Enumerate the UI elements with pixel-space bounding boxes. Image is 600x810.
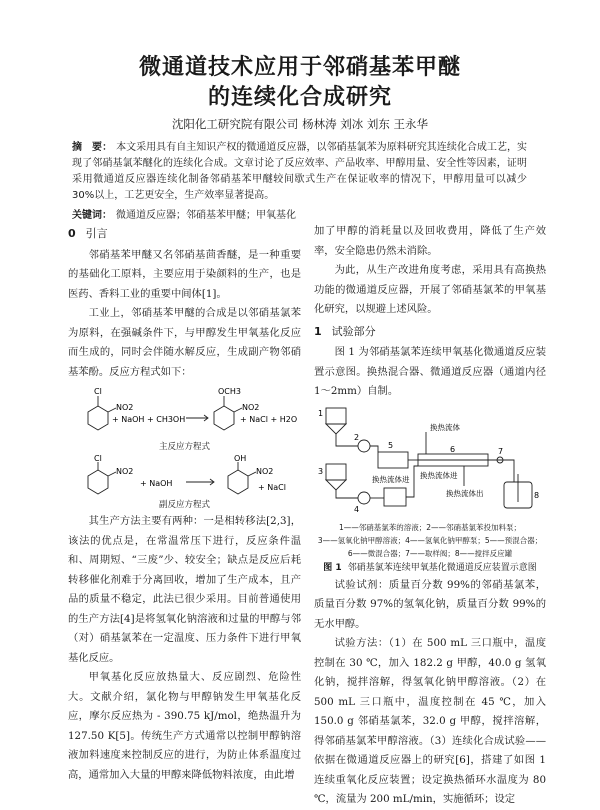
side-reaction-equation <box>68 454 301 512</box>
paragraph-intro-2: 工业上，邻硝基苯甲醚的合成是以邻硝基氯苯为原料，在强碱条件下，与甲醇发生甲氧基化反应而生成的，同时会伴随水解反应，生成副产物邻硝基苯酚。反应方程式如下： <box>68 307 301 378</box>
feed-tank-3-funnel <box>326 480 346 490</box>
figure-caption-text: 邻硝基氯苯连续甲氧基化微通道反应装置示意图 <box>347 562 537 573</box>
label-1: 1 <box>318 408 324 418</box>
paper-title-line2: 的连续化合成研究 <box>207 85 392 110</box>
legend-line: 6——微混合器；7——取样阀；8——搅拌反应罐 <box>347 548 513 558</box>
section-number: 0 <box>68 227 76 240</box>
premixer-5b <box>384 488 406 506</box>
abstract <box>72 140 527 204</box>
no2-bond-side <box>108 472 116 476</box>
paragraph-intro-1: 邻硝基苯甲醚又名邻硝基茴香醚，是一种重要的基础化工原料，主要应用于染颜料的生产，也是医药、香料工业的重要中间体[1]。 <box>68 248 301 300</box>
side-reaction-drawing <box>68 454 301 498</box>
figure-1-apparatus <box>314 402 546 560</box>
label-4: 4 <box>354 504 360 514</box>
no2-label-side: NO2 <box>116 467 134 476</box>
paragraph-purpose: 为此，从生产改进角度考虑，采用具有高换热功能的微通道反应器，开展了邻硝基氯苯的甲氧基化研究，以规避上述风险。 <box>314 264 546 315</box>
hx-out-label: 换热流体出 <box>446 488 484 498</box>
benzene-ring-product <box>214 406 234 430</box>
cl-label: Cl <box>94 387 102 396</box>
benzene-ring-reactant-side <box>88 470 108 494</box>
main-reaction-caption: 主反应方程式 <box>158 442 210 452</box>
feed-tank-3 <box>326 464 346 480</box>
side-reaction-caption: 副反应方程式 <box>158 500 210 510</box>
apparatus-diagram <box>314 402 546 522</box>
no2-label-phenol: NO2 <box>256 467 274 476</box>
paragraph-procedure: 试验方法：（1）在 500 mL 三口瓶中，温度控制在 30 ℃，加入 182.2 g 甲醇，40.0 g 氢氧化钠，搅拌溶解，得氢氧化钠甲醇溶液。（2）在 500 mL 三口瓶中，温度控制在 45 ℃，加入 150.0 g 邻硝基氯苯，32.0 g 甲醇，搅拌溶解，得邻硝基氯苯甲醇溶液。（3）连续化合成试验——依据在微通道反应器上的研究[6]，搭建了如图 1 连续重氧化反应装置；设定换热循环水温度为 80 ℃，流量为 200 mL/min，实施循环；设定 <box>314 637 546 805</box>
cl-label-side: Cl <box>94 454 102 463</box>
benzene-ring-reactant <box>88 406 108 430</box>
keywords-label: 关键词： <box>72 210 112 221</box>
section-title: 引言 <box>85 227 108 240</box>
paragraph-hazard: 甲氧基化反应放热量大、反应剧烈、危险性大。文献介绍，氯化物与甲醇钠发生甲氧基化反应，摩尔反应热为 - 390.75 kJ/mol，绝热温升为 127.50 K[5]。传统生产方式通常以控制甲醇钠溶液加料速度来控制反应的进行，为防止体系温度过高，通常加入大量的甲醇来降低物料浓度，由此增 <box>68 671 301 781</box>
oh-label: OH <box>234 454 247 463</box>
paper-title-line1: 微通道技术应用于邻硝基苯甲醚 <box>138 55 461 80</box>
products-label: + NaCl + H2O <box>240 415 298 424</box>
nacl-label: + NaCl <box>258 483 286 492</box>
label-3: 3 <box>318 466 324 476</box>
section-title: 试验部分 <box>331 324 376 338</box>
premixer-5 <box>378 452 408 468</box>
paragraph-methods: 其生产方法主要有两种：一是相转移法[2,3]，该法的优点是，在常温常压下进行，反应条件温和、周期短、“三废”少、较安全；缺点是反应后耗转移催化剂难于分离回收，增加了生产成本，且产品的质量不稳定，此法已很少采用。目前普通使用的生产方法[4]是将氢氧化钠溶液和过量的甲醇与邻（对）硝基氯苯在一定温度、压力条件下进行甲氧基化反应。 <box>68 515 301 664</box>
main-reaction-equation <box>68 382 301 454</box>
hx-fluid-top-label: 换热流体 <box>430 422 460 432</box>
feed-tank-1 <box>326 408 346 424</box>
reagents-label: + NaOH + CH3OH <box>112 415 186 424</box>
figure-caption-label: 图 1 <box>323 562 342 573</box>
legend-line: 3——氢氧化钠甲醇溶液；4——氢氧化钠甲醇泵；5——预混合器； <box>317 535 543 545</box>
keywords <box>72 206 527 221</box>
naoh-label: + NaOH <box>140 479 173 488</box>
section-heading-experimental <box>314 322 546 342</box>
figure-caption <box>314 560 546 576</box>
hx-in-label-2: 换热流体进 <box>420 470 458 480</box>
section-number: 1 <box>314 324 322 338</box>
label-2: 2 <box>354 432 360 442</box>
legend-line: 1——邻硝基氯苯的溶液；2——邻硝基氯苯投加料泵； <box>338 522 522 532</box>
feed-line-3 <box>336 490 358 498</box>
pump-2 <box>358 440 370 452</box>
no2-bond <box>108 408 116 412</box>
feed-tank-1-funnel <box>326 424 346 434</box>
label-5: 5 <box>388 440 394 450</box>
och3-label: OCH3 <box>218 387 241 396</box>
label-8: 8 <box>534 490 540 500</box>
hx-in-label: 换热流体进 <box>372 474 410 484</box>
paragraph-reagents: 试验试剂：质量百分数 99%的邻硝基氯苯，质量百分数 97%的氢氧化钠，质量百分数 99%的无水甲醇。 <box>314 578 546 630</box>
benzene-ring-product-side <box>228 470 248 494</box>
paragraph-continued: 加了甲醇的消耗量以及回收费用，降低了生产效率，安全隐患仍然未消除。 <box>314 225 546 257</box>
section-heading-intro <box>68 224 301 244</box>
abstract-label: 摘 要： <box>72 142 113 153</box>
keywords-text: 微通道反应器；邻硝基苯甲醚；甲氧基化 <box>116 210 296 221</box>
paragraph-apparatus: 图 1 为邻硝基氯苯连续甲氧基化微通道反应装置示意图。换热混合器、微通道反应器（通道内径 1～2mm）自制。 <box>314 346 546 397</box>
main-reaction-drawing <box>68 382 301 440</box>
no2-bond-product <box>234 408 242 412</box>
figure-legend <box>314 520 546 559</box>
line-pump2 <box>370 446 378 452</box>
authors: 沈阳化工研究院有限公司 杨林涛 刘冰 刘东 王永华 <box>171 117 429 131</box>
label-7: 7 <box>498 446 504 456</box>
no2-label: NO2 <box>116 403 134 412</box>
abstract-text: 本文采用具有自主知识产权的微通道反应器，以邻硝基氯苯为原料研究其连续化合成工艺，实现了邻硝基氯苯醚化的连续化合成。文章讨论了反应效率、产品收率、甲醇用量、安全性等因素，证明采用微通道反应器连续化制备邻硝基苯甲醚较间歇式生产在保证收率的情况下，甲醇用量可以减少 30%以上，工艺更安全，生产效率显著提高。 <box>72 142 528 201</box>
left-column <box>68 222 301 785</box>
pump-4 <box>358 492 370 504</box>
no2-bond-phenol <box>248 472 256 476</box>
no2-label-product: NO2 <box>242 403 260 412</box>
label-6: 6 <box>450 444 456 454</box>
right-column <box>314 222 546 810</box>
